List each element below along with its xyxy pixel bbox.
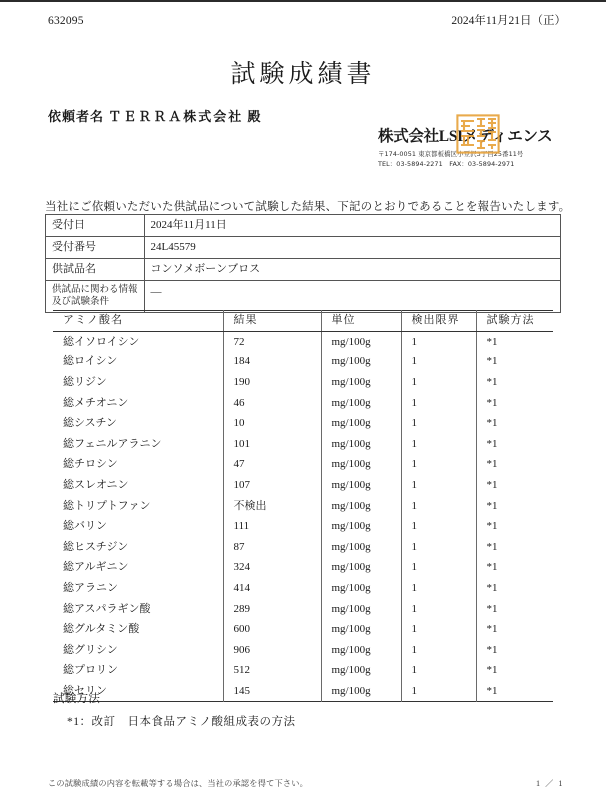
cell-result: 184 — [223, 352, 321, 373]
results-table-body — [53, 331, 553, 702]
cell-test-method: *1 — [486, 623, 498, 636]
cell-amino-acid-name: 総セリン — [53, 681, 223, 702]
table-row — [53, 413, 553, 434]
cell-result: 107 — [223, 475, 321, 496]
cell-amino-acid-name: 総リジン — [53, 372, 223, 393]
cell-unit: mg/100g — [321, 434, 401, 455]
cell-amino-acid-name: 総トリプトファン — [53, 496, 223, 517]
cell-amino-acid-name: 総アルギニン — [53, 558, 223, 579]
results-header-row — [53, 311, 553, 332]
cell-amino-acid-name: 総メチオニン — [53, 393, 223, 414]
cell-result: 不検出 — [223, 496, 321, 517]
cell-result: 289 — [223, 599, 321, 620]
cell-amino-acid-name: 総フェニルアラニン — [53, 434, 223, 455]
table-row — [53, 455, 553, 476]
footer-notice: この試験成績の内容を転載等する場合は、当社の承認を得て下さい。 — [48, 779, 309, 788]
cell-result: 600 — [223, 619, 321, 640]
table-row — [53, 352, 553, 373]
cell-test-method: *1 — [486, 335, 498, 348]
cell-unit: mg/100g — [321, 413, 401, 434]
test-method-block — [53, 690, 296, 729]
company-name: 株式会社LSIメディエンス — [378, 128, 553, 145]
cell-unit: mg/100g — [321, 393, 401, 414]
cell-amino-acid-name: 総ヒスチジン — [53, 537, 223, 558]
table-row — [53, 331, 553, 352]
cell-amino-acid-name: 総プロリン — [53, 661, 223, 682]
table-row — [53, 578, 553, 599]
results-table — [53, 310, 553, 702]
info-value-sample-conditions: ― — [144, 280, 560, 312]
cell-result: 145 — [223, 681, 321, 702]
cell-test-method: *1 — [486, 375, 498, 388]
table-row — [53, 599, 553, 620]
document-number: 632095 — [48, 15, 84, 27]
cell-test-method: *1 — [486, 664, 498, 677]
cell-detection-limit: 1 — [401, 619, 476, 640]
cell-unit: mg/100g — [321, 537, 401, 558]
cell-detection-limit: 1 — [401, 558, 476, 579]
cell-amino-acid-name: 総イソロイシン — [53, 331, 223, 352]
cell-test-method: *1 — [486, 478, 498, 491]
cell-unit: mg/100g — [321, 352, 401, 373]
client-line — [48, 106, 262, 125]
cell-unit: mg/100g — [321, 578, 401, 599]
cell-detection-limit: 1 — [401, 455, 476, 476]
cell-unit: mg/100g — [321, 619, 401, 640]
cell-amino-acid-name: 総ロイシン — [53, 352, 223, 373]
cell-result: 87 — [223, 537, 321, 558]
cell-amino-acid-name: 総シスチン — [53, 413, 223, 434]
cell-test-method: *1 — [486, 396, 498, 409]
cell-unit: mg/100g — [321, 661, 401, 682]
client-label: 依頼者名 — [48, 109, 105, 124]
cell-detection-limit: 1 — [401, 578, 476, 599]
table-row — [46, 236, 561, 258]
cell-detection-limit: 1 — [401, 413, 476, 434]
cell-unit: mg/100g — [321, 331, 401, 352]
test-method-title: 試験方法 — [53, 693, 101, 705]
cell-test-method: *1 — [486, 437, 498, 450]
issuer-company-block — [378, 114, 570, 170]
cell-result: 46 — [223, 393, 321, 414]
cell-test-method: *1 — [486, 520, 498, 533]
cell-detection-limit: 1 — [401, 537, 476, 558]
cell-detection-limit: 1 — [401, 599, 476, 620]
cell-test-method: *1 — [486, 540, 498, 553]
client-honorific: 殿 — [247, 109, 262, 124]
cell-test-method: *1 — [486, 458, 498, 471]
cell-result: 190 — [223, 372, 321, 393]
cell-amino-acid-name: 総グルタミン酸 — [53, 619, 223, 640]
cell-amino-acid-name: 総スレオニン — [53, 475, 223, 496]
cell-test-method: *1 — [486, 561, 498, 574]
info-label-reception-number: 受付番号 — [46, 236, 145, 258]
info-label-sample-conditions-line1: 供試品に関わる情報 — [52, 284, 138, 295]
table-row — [53, 475, 553, 496]
cell-test-method: *1 — [486, 684, 498, 697]
cell-result: 512 — [223, 661, 321, 682]
cell-test-method: *1 — [486, 581, 498, 594]
cell-detection-limit: 1 — [401, 475, 476, 496]
cell-amino-acid-name: 総チロシン — [53, 455, 223, 476]
cell-unit: mg/100g — [321, 681, 401, 702]
table-row — [53, 619, 553, 640]
company-contact-line: TEL：03-5894-2271 FAX：03-5894-2971 — [378, 159, 515, 168]
table-row — [53, 661, 553, 682]
column-header-test-method: 試験方法 — [476, 311, 553, 332]
client-name: ＴＥＲＲＡ株式会社 — [108, 109, 244, 124]
page-title: 試験成績書 — [230, 61, 376, 88]
table-row — [53, 496, 553, 517]
cell-detection-limit: 1 — [401, 681, 476, 702]
cell-detection-limit: 1 — [401, 496, 476, 517]
company-seal-icon — [456, 114, 500, 154]
info-label-sample-conditions-line2: 及び試験条件 — [52, 296, 110, 307]
table-row — [46, 215, 561, 237]
cell-detection-limit: 1 — [401, 640, 476, 661]
sample-info-table — [45, 214, 561, 313]
report-statement: 当社にご依頼いただいた供試品について試験した結果、下記のとおりであることを報告いたします。 — [45, 201, 571, 213]
cell-unit: mg/100g — [321, 455, 401, 476]
document-meta-row — [48, 12, 566, 28]
cell-test-method: *1 — [486, 417, 498, 430]
cell-unit: mg/100g — [321, 558, 401, 579]
table-row — [53, 516, 553, 537]
results-table-wrapper — [53, 310, 553, 702]
table-row — [53, 372, 553, 393]
cell-detection-limit: 1 — [401, 331, 476, 352]
cell-unit: mg/100g — [321, 599, 401, 620]
table-row — [46, 280, 561, 312]
cell-result: 47 — [223, 455, 321, 476]
cell-test-method: *1 — [486, 602, 498, 615]
cell-unit: mg/100g — [321, 372, 401, 393]
cell-unit: mg/100g — [321, 516, 401, 537]
cell-result: 414 — [223, 578, 321, 599]
company-address-line: 〒174-0051 東京都板橋区小豆沢3丁目25番11号 — [378, 150, 524, 159]
table-row — [53, 393, 553, 414]
info-label-sample-name: 供試品名 — [46, 258, 145, 280]
cell-unit: mg/100g — [321, 496, 401, 517]
table-row — [53, 558, 553, 579]
page-number: 1 ／ 1 — [536, 779, 564, 788]
cell-detection-limit: 1 — [401, 661, 476, 682]
cell-amino-acid-name: 総グリシン — [53, 640, 223, 661]
cell-result: 906 — [223, 640, 321, 661]
info-label-reception-date: 受付日 — [46, 215, 145, 237]
column-header-amino-acid: アミノ酸名 — [53, 311, 223, 332]
cell-amino-acid-name: 総アスパラギン酸 — [53, 599, 223, 620]
cell-result: 10 — [223, 413, 321, 434]
cell-detection-limit: 1 — [401, 372, 476, 393]
info-value-sample-name: コンソメボーンブロス — [144, 258, 560, 280]
table-row — [53, 537, 553, 558]
info-value-reception-date: 2024年11月11日 — [144, 215, 560, 237]
cell-result: 111 — [223, 516, 321, 537]
cell-amino-acid-name: 総アラニン — [53, 578, 223, 599]
page-footer — [48, 778, 564, 789]
document-date: 2024年11月21日（正） — [451, 15, 566, 27]
cell-amino-acid-name: 総バリン — [53, 516, 223, 537]
cell-test-method: *1 — [486, 355, 498, 368]
cell-unit: mg/100g — [321, 475, 401, 496]
cell-unit: mg/100g — [321, 640, 401, 661]
cell-detection-limit: 1 — [401, 516, 476, 537]
info-label-sample-conditions — [46, 280, 145, 312]
cell-test-method: *1 — [486, 499, 498, 512]
column-header-unit: 単位 — [321, 311, 401, 332]
test-method-item: *1：改訂 日本食品アミノ酸組成表の方法 — [67, 716, 296, 728]
cell-detection-limit: 1 — [401, 393, 476, 414]
cell-test-method: *1 — [486, 643, 498, 656]
cell-result: 101 — [223, 434, 321, 455]
cell-detection-limit: 1 — [401, 434, 476, 455]
table-row — [46, 258, 561, 280]
cell-result: 324 — [223, 558, 321, 579]
table-row — [53, 640, 553, 661]
column-header-result: 結果 — [223, 311, 321, 332]
cell-result: 72 — [223, 331, 321, 352]
cell-detection-limit: 1 — [401, 352, 476, 373]
column-header-detection-limit: 検出限界 — [401, 311, 476, 332]
info-value-reception-number: 24L45579 — [144, 236, 560, 258]
table-row — [53, 434, 553, 455]
